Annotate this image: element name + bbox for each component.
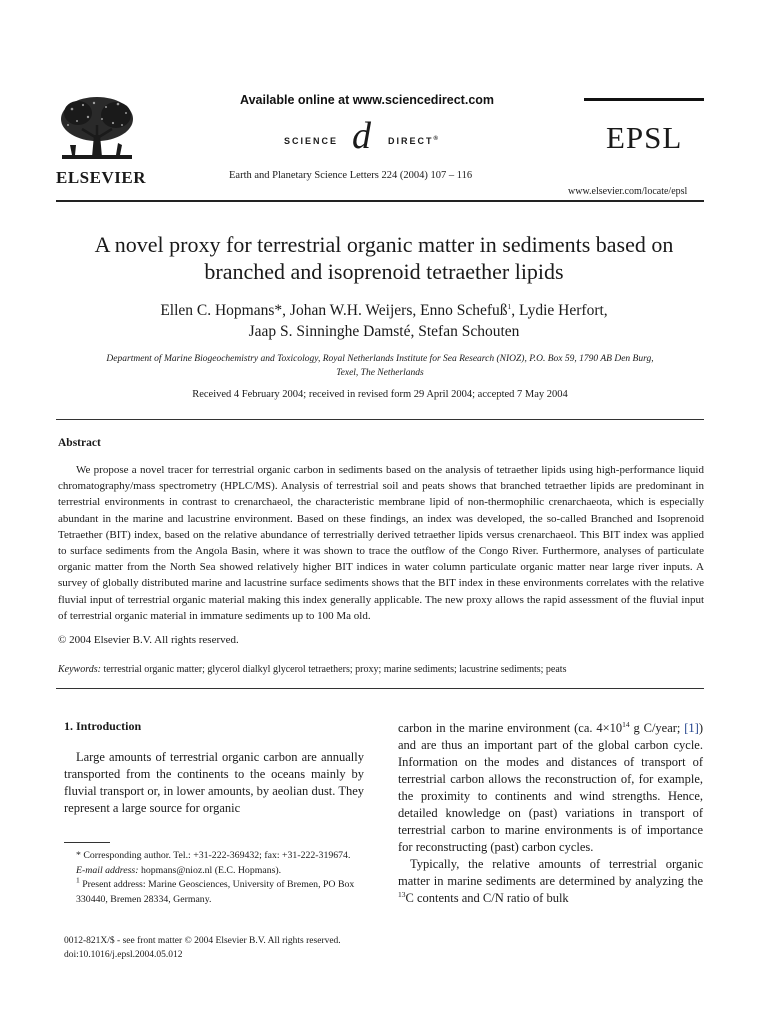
abstract-top-divider	[56, 419, 704, 420]
title-line-1: A novel proxy for terrestrial organic matter in sediments based on	[94, 232, 674, 257]
author-name[interactable]: Ellen C. Hopmans	[160, 302, 275, 319]
section-heading-introduction: 1. Introduction	[64, 719, 142, 733]
sd-logo-left: SCIENCE	[284, 136, 339, 146]
abstract-copyright: © 2004 Elsevier B.V. All rights reserved.	[58, 634, 239, 646]
footnote-email	[64, 864, 364, 879]
superscript: 14	[622, 719, 630, 729]
authors-line-1	[60, 300, 708, 321]
text-run: carbon in the marine environment (ca. 4×10	[398, 721, 623, 735]
sd-logo-right-text: DIRECT	[388, 136, 434, 146]
affiliation-line-2: Texel, The Netherlands	[336, 368, 424, 378]
footnote-mark[interactable]: 1	[507, 301, 512, 311]
right-paragraph-2	[398, 856, 703, 907]
abstract-heading: Abstract	[58, 437, 101, 449]
journal-abbreviation: EPSL	[606, 120, 683, 155]
journal-url-link[interactable]: www.elsevier.com/locate/epsl	[568, 186, 688, 197]
title-line-2: branched and isoprenoid tetraether lipids	[204, 259, 564, 284]
journal-citation: Earth and Planetary Science Letters 224 (2004) 107 – 116	[229, 170, 473, 181]
sciencedirect-logo	[284, 115, 464, 162]
authors-line-2: Jaap S. Sinninghe Damsté, Stefan Schouten	[248, 323, 520, 340]
sd-logo-d: d	[352, 115, 371, 157]
abstract-text: We propose a novel tracer for terrestrial organic carbon in sediments based on the analysis of tetraether lipids using high-performance liquid chromatography/mass spectrometry (HPLC/MS). Analysis of terrestrial soil and peats shows that branched tetraether lipids are predominant in terrestrial environments in contrast to crenarchaeol, the characteristic membrane lipid of non-thermophilic crenarchaeota, which is especially abundant in the marine and lacustrine environment. Based on these findings, an index was developed, the so-called Branched and Isoprenoid Tetraether (BIT) index, based on the relative abundance of terrestrially derived tetraether lipids versus crenarchaeol. This BIT index was applied to surface sediments from the Angola Basin, where it was shown to trace the outflow of the Congo River. Furthermore, analyses of particulate organic matter from the North Sea showed relatively higher BIT indices in water column particulate organic matter near large river inputs. A survey of globally distributed marine and lacustrine surface sediments shows that the BIT index in these environments correlates with the relative fluvial input of terrestrial organic material making this index generally applicable. The new proxy allows the rapid assessment of the fluvial input of terrestrial organic material in immature sediments up to 100 Ma old.	[58, 464, 704, 622]
footnote-present-text: Present address: Marine Geosciences, University of Bremen, PO Box 330440, Bremen 28334, Germany.	[76, 879, 355, 905]
header-top-bar	[584, 98, 704, 101]
issn-line: 0012-821X/$ - see front matter © 2004 Elsevier B.V. All rights reserved.	[64, 936, 341, 946]
text-run: Typically, the relative amounts of terrestrial organic matter in marine sediments are determined by analyzing the	[398, 857, 703, 888]
publisher-name: ELSEVIER	[56, 168, 146, 187]
corresponding-author-mark[interactable]: *	[274, 302, 283, 319]
author-names: , Johan W.H. Weijers, Enno Schefuß	[282, 302, 508, 319]
sd-logo-mark: ®	[433, 136, 440, 142]
footnote-present-address	[64, 875, 364, 907]
footnote-corresponding: * Corresponding author. Tel.: +31-222-369432; fax: +31-222-319674.	[76, 850, 351, 861]
keywords	[58, 664, 704, 675]
affiliation-line-1: Department of Marine Biogeochemistry and Toxicology, Royal Netherlands Institute for Sea Research (NIOZ), P.O. Box 59, 1790 AB Den Burg,	[106, 354, 654, 364]
text-run: C contents and C/N ratio of bulk	[405, 891, 569, 905]
left-column-text	[64, 749, 364, 817]
email-link[interactable]: hopmans@nioz.nl (E.C. Hopmans).	[138, 864, 282, 876]
text-run: g C/year;	[629, 721, 685, 735]
footnotes	[64, 849, 364, 907]
superscript: 13	[398, 889, 406, 899]
intro-paragraph: Large amounts of terrestrial organic carbon are annually transported from the continents to the oceans mainly by fluvial transport or, in lower amounts, by aeolian dust. They represent a large source for organic	[64, 750, 364, 815]
footnote-divider	[64, 842, 110, 843]
affiliation	[56, 352, 704, 380]
reference-link[interactable]: [1]	[684, 721, 699, 735]
received-dates: Received 4 February 2004; received in revised form 29 April 2004; accepted 7 May 2004	[192, 389, 568, 400]
article-title	[40, 231, 728, 285]
abstract-bottom-divider	[56, 688, 704, 689]
front-matter	[64, 934, 341, 962]
keywords-list: terrestrial organic matter; glycerol dialkyl glycerol tetraethers; proxy; marine sediments; lacustrine sediments; peats	[103, 664, 567, 675]
sd-logo-right	[388, 136, 440, 146]
keywords-label: Keywords:	[58, 664, 101, 675]
footnote-number: 1	[76, 875, 80, 885]
elsevier-tree-logo	[58, 95, 136, 165]
right-column-text	[398, 720, 703, 907]
email-label: E-mail address:	[76, 864, 139, 876]
text-run: ) and are thus an important part of the global carbon cycle. Information on the modes and distances of transport of terrestrial carbon allows the reconstruction of, for example, the proximity to continents and wind strengths. Hence, detailed knowledge on (past) variations in transport of terrestrial carbon to marine environments is of importance for reconstructing (past) carbon cycles.	[398, 721, 703, 854]
right-paragraph-1	[398, 720, 703, 856]
doi-link[interactable]: doi:10.1016/j.epsl.2004.05.012	[64, 950, 183, 960]
author-list	[60, 300, 708, 342]
available-online-notice: Available online at www.sciencedirect.com	[240, 93, 495, 107]
header-divider	[56, 200, 704, 202]
author-names: , Lydie Herfort,	[511, 302, 608, 319]
